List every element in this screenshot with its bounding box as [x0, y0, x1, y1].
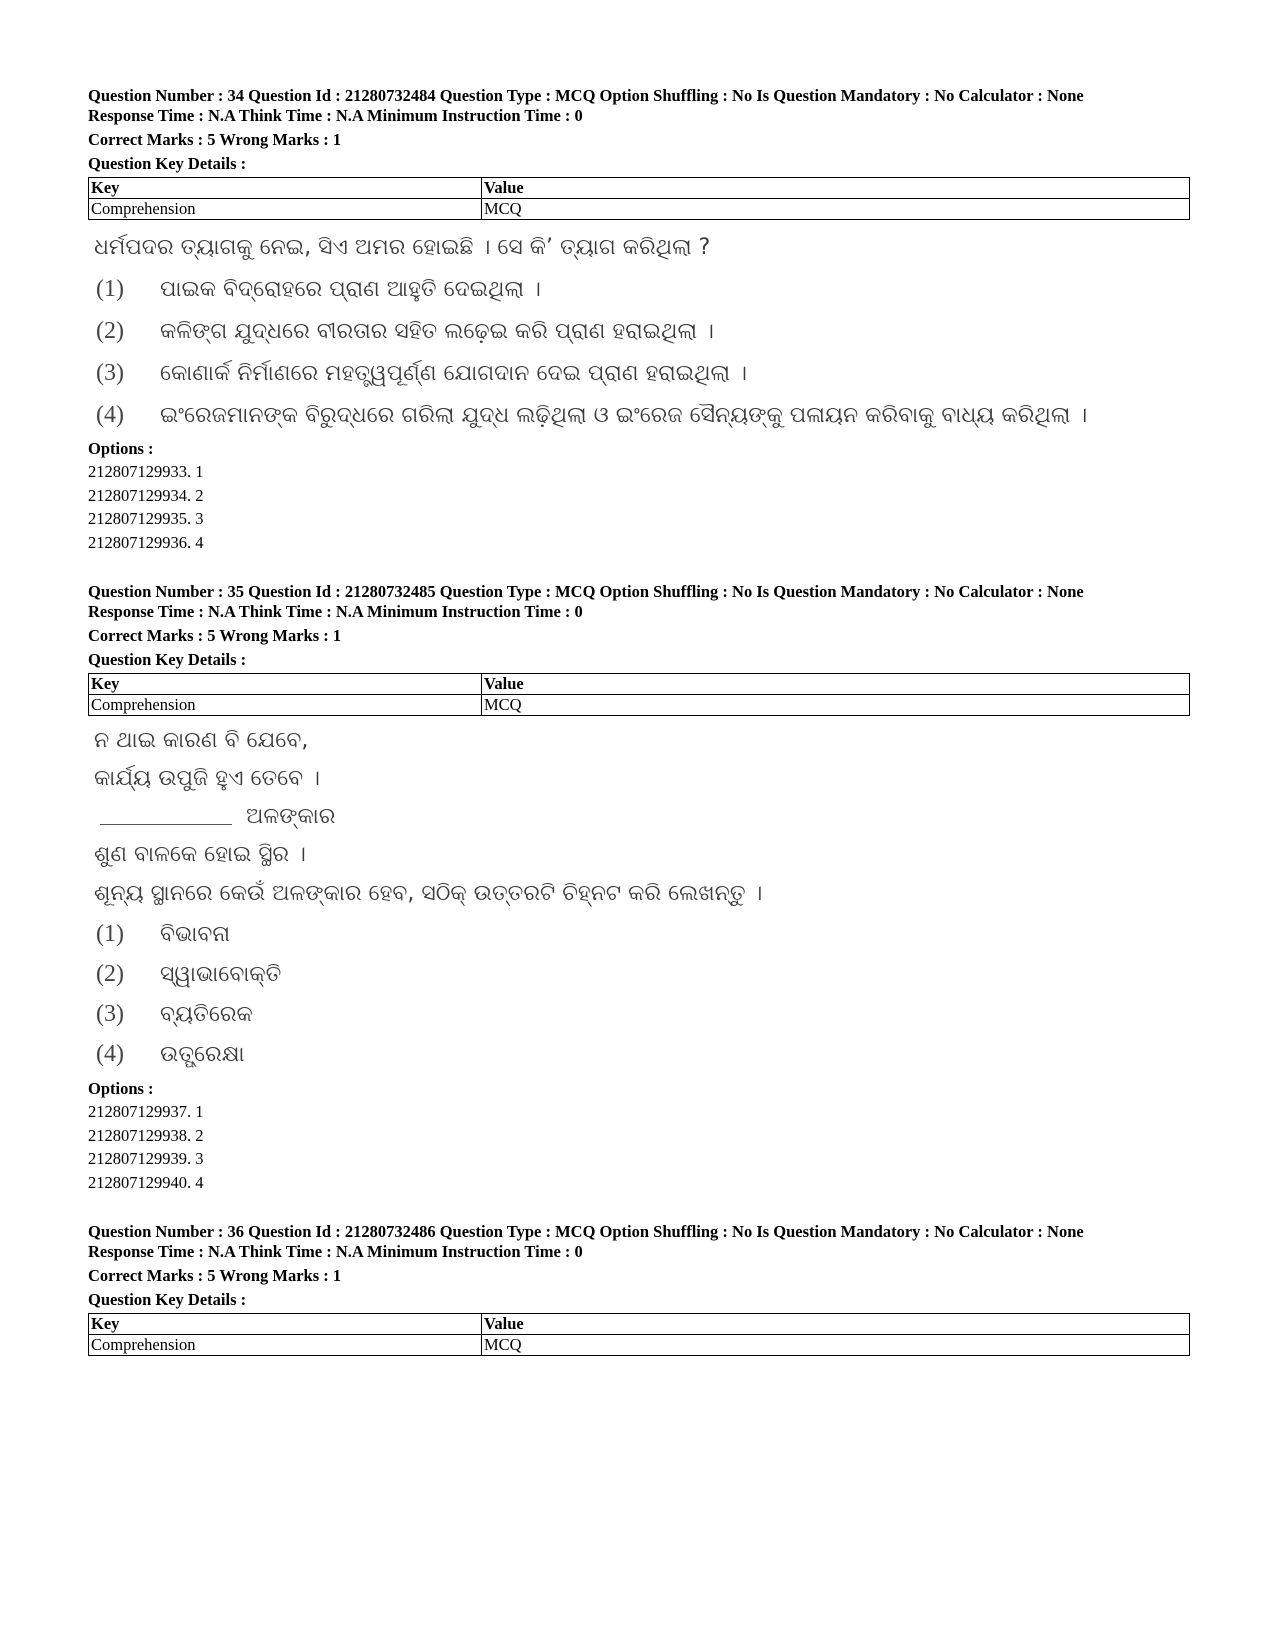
choice-number: (3)	[96, 1001, 124, 1027]
question-text: ଶୂନ୍ୟ ସ୍ଥାନରେ କେଉଁ ଅଳଙ୍କାର ହେବ, ସଠିକ୍ ଉତ୍ତରଟି ଚିହ୍ନଟ କରି ଲେଖନ୍ତୁ ।	[94, 881, 763, 906]
key-header: Key	[89, 674, 482, 695]
question-36	[88, 1222, 1188, 1356]
question-35	[88, 582, 1188, 1194]
choice-row	[88, 310, 1188, 352]
key-value-table	[88, 177, 1190, 220]
question-content	[88, 722, 1188, 1074]
choice-number: (3)	[96, 360, 124, 386]
marks-line: Correct Marks : 5 Wrong Marks : 1	[88, 130, 342, 149]
value-header: Value	[482, 178, 1190, 199]
option-item: 212807129933. 1	[88, 462, 204, 481]
choice-text: ଉତ୍ପ୍ରେକ୍ଷା	[160, 1042, 245, 1067]
choice-text: ବିଭାବନା	[160, 922, 231, 947]
value-cell: MCQ	[482, 1335, 1190, 1356]
option-item: 212807129934. 2	[88, 485, 204, 505]
question-meta-line2: Response Time : N.A Think Time : N.A Minimum Instruction Time : 0	[88, 602, 583, 621]
poem-line: ନ ଥାଇ କାରଣ ବି ଯେବେ,	[94, 728, 309, 753]
question-meta-line1: Question Number : 36 Question Id : 21280732486 Question Type : MCQ Option Shuffling : No Is Question Mandatory : No Calculator : None	[88, 1222, 1084, 1241]
poem-line-text: ଅଳଙ୍କାର	[246, 804, 336, 829]
choice-number: (4)	[96, 402, 124, 428]
poem-line: କାର୍ଯ୍ୟ ଉପୁଜି ହୁଏ ତେବେ ।	[94, 766, 321, 791]
question-meta-line1: Question Number : 34 Question Id : 21280732484 Question Type : MCQ Option Shuffling : No Is Question Mandatory : No Calculator : None	[88, 86, 1084, 105]
key-header: Key	[89, 178, 482, 199]
question-34	[88, 86, 1188, 554]
option-item: 212807129940. 4	[88, 1172, 204, 1192]
table-row	[89, 1335, 1190, 1356]
choice-number: (1)	[96, 276, 124, 302]
key-cell: Comprehension	[89, 199, 482, 220]
value-cell: MCQ	[482, 695, 1190, 716]
question-meta-line1: Question Number : 35 Question Id : 21280732485 Question Type : MCQ Option Shuffling : No Is Question Mandatory : No Calculator : None	[88, 582, 1084, 601]
table-row	[89, 695, 1190, 716]
marks-line: Correct Marks : 5 Wrong Marks : 1	[88, 626, 342, 645]
fill-in-blank	[100, 798, 232, 825]
key-cell: Comprehension	[89, 1335, 482, 1356]
choice-text: କଳିଙ୍ଗ ଯୁଦ୍ଧରେ ବୀରତାର ସହିତ ଲଢ଼େଇ କରି ପ୍ରାଣ ହରାଇଥିଲା ।	[160, 319, 714, 344]
question-text: ଧର୍ମପଦର ତ୍ୟାଗକୁ ନେଇ, ସିଏ ଅମର ହୋଇଛି । ସେ କି’ ତ୍ୟାଗ କରିଥିଲା ?	[94, 235, 711, 260]
options-label: Options :	[88, 439, 154, 458]
choice-text: ପାଇକ ବିଦ୍ରୋହରେ ପ୍ରାଣ ଆହୁତି ଦେଇଥିଲା ।	[160, 277, 541, 302]
document-page	[88, 86, 1188, 1356]
value-header: Value	[482, 1314, 1190, 1335]
option-item: 212807129936. 4	[88, 532, 204, 552]
key-details-label: Question Key Details :	[88, 650, 247, 669]
question-content	[88, 228, 1188, 436]
key-value-table	[88, 1313, 1190, 1356]
key-details-label: Question Key Details :	[88, 154, 247, 173]
option-item: 212807129935. 3	[88, 509, 204, 528]
choice-row	[88, 1034, 1188, 1074]
choice-row	[88, 994, 1188, 1034]
option-item: 212807129937. 1	[88, 1102, 204, 1121]
table-header-row	[89, 674, 1190, 695]
choice-row	[88, 268, 1188, 310]
key-cell: Comprehension	[89, 695, 482, 716]
choice-number: (4)	[96, 1041, 124, 1067]
choice-number: (2)	[96, 961, 124, 987]
poem-line-with-blank	[88, 798, 1188, 836]
options-label: Options :	[88, 1079, 154, 1098]
key-details-label: Question Key Details :	[88, 1290, 247, 1309]
table-header-row	[89, 1314, 1190, 1335]
poem-line: ଶୁଣ ବାଳକେ ହୋଇ ସ୍ଥିର ।	[94, 842, 306, 867]
choice-row	[88, 914, 1188, 954]
choice-number: (2)	[96, 318, 124, 344]
value-cell: MCQ	[482, 199, 1190, 220]
choice-row	[88, 954, 1188, 994]
value-header: Value	[482, 674, 1190, 695]
choice-text: ବ୍ୟତିରେକ	[160, 1002, 253, 1027]
choice-row	[88, 394, 1188, 436]
choice-row	[88, 352, 1188, 394]
marks-line: Correct Marks : 5 Wrong Marks : 1	[88, 1266, 342, 1285]
question-meta-line2: Response Time : N.A Think Time : N.A Minimum Instruction Time : 0	[88, 106, 583, 125]
option-item: 212807129939. 3	[88, 1149, 204, 1168]
choice-text: ସ୍ୱାଭାବୋକ୍ତି	[160, 962, 282, 987]
key-value-table	[88, 673, 1190, 716]
table-header-row	[89, 178, 1190, 199]
choice-text: କୋଣାର୍କ ନିର୍ମାଣରେ ମହତ୍ତ୍ୱପୂର୍ଣ୍ଣ ଯୋଗଦାନ ଦେଇ ପ୍ରାଣ ହରାଇଥିଲା ।	[160, 361, 747, 386]
table-row	[89, 199, 1190, 220]
choice-number: (1)	[96, 921, 124, 947]
key-header: Key	[89, 1314, 482, 1335]
question-meta-line2: Response Time : N.A Think Time : N.A Minimum Instruction Time : 0	[88, 1242, 583, 1261]
option-item: 212807129938. 2	[88, 1125, 204, 1145]
choice-text: ଇଂରେଜମାନଙ୍କ ବିରୁଦ୍ଧରେ ଗରିଲା ଯୁଦ୍ଧ ଲଢ଼ିଥିଲା ଓ ଇଂରେଜ ସୈନ୍ୟଙ୍କୁ ପଳାୟନ କରିବାକୁ ବାଧ୍ୟ କରିଥିଲା ।	[160, 403, 1088, 428]
